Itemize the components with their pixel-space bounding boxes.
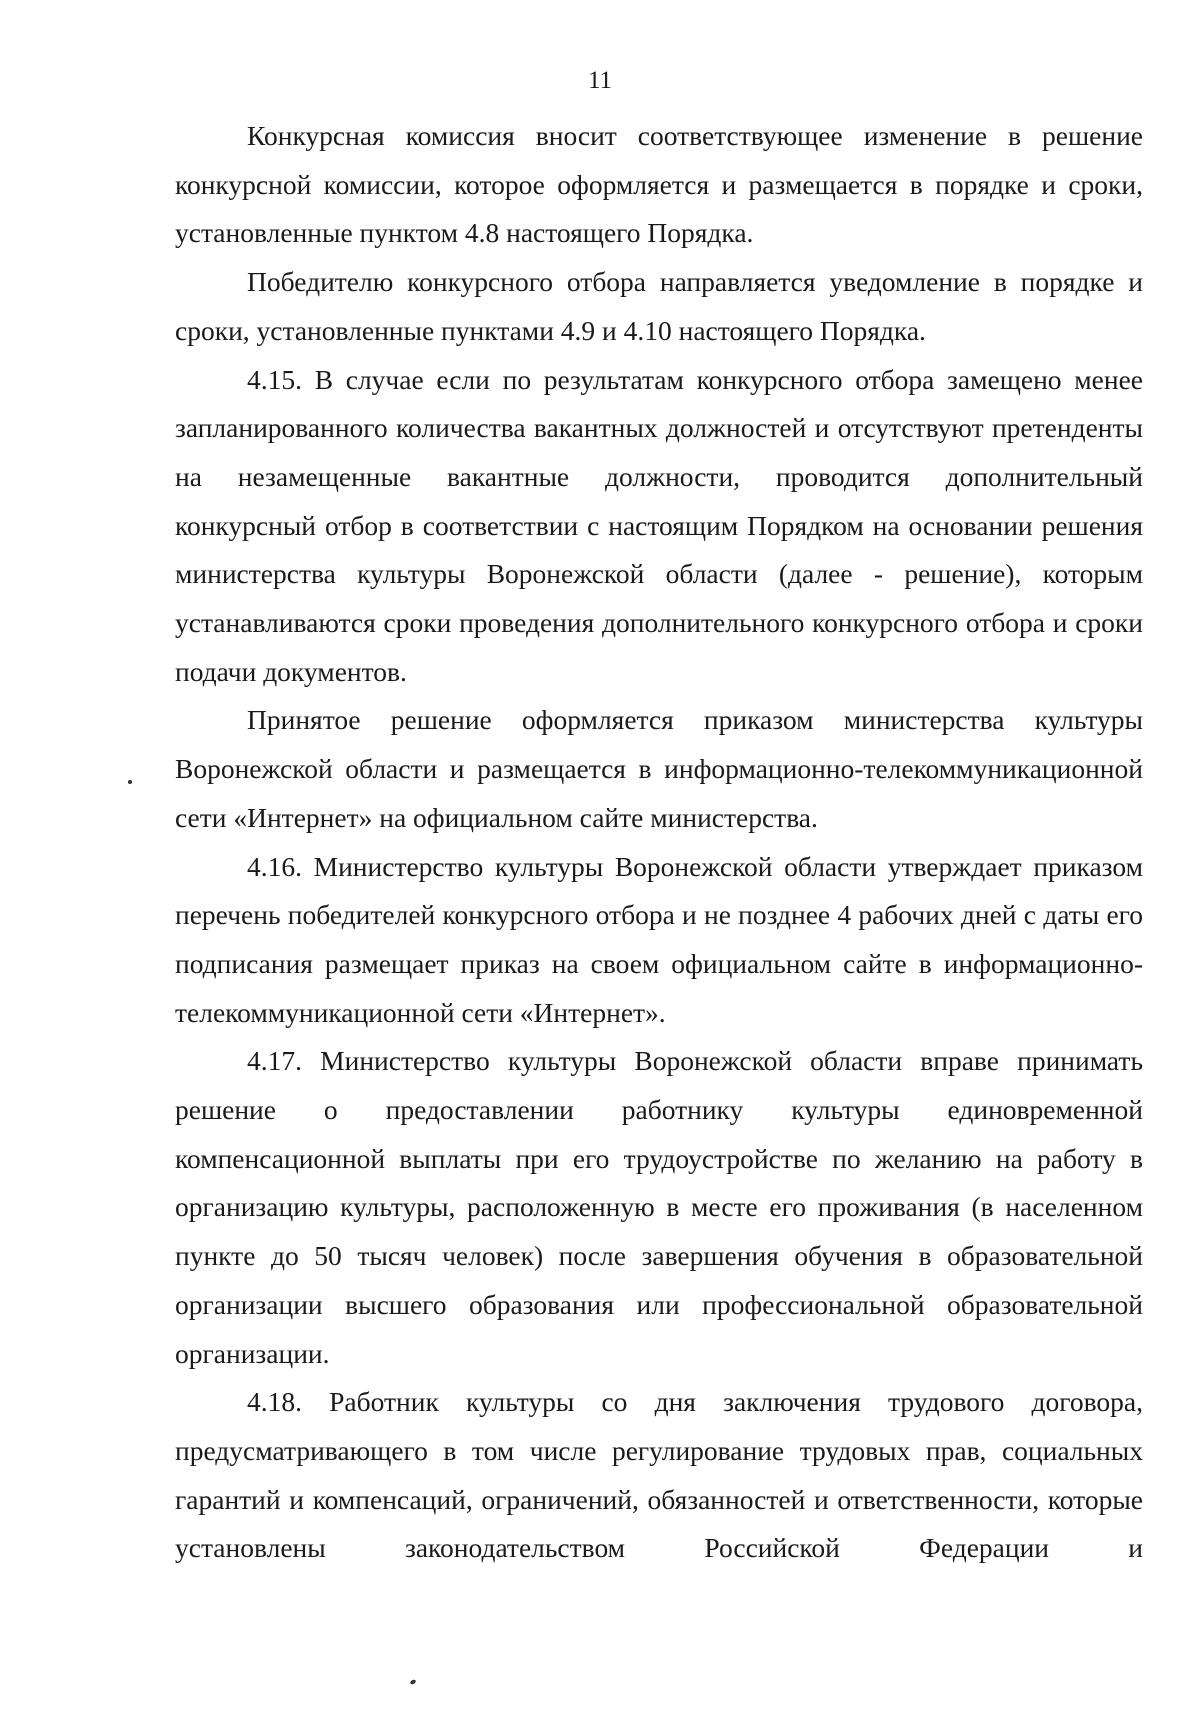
- paragraph-4-18: 4.18. Работник культуры со дня заключения трудового договора, предусматривающего в том числе регулирование трудовых прав, социальных гарантий и компенсаций, ограничений, обязанностей и ответственности, которые установлены законодательством Российской Федерации и: [175, 1386, 1143, 1564]
- paragraph-4-15: 4.15. В случае если по результатам конкурсного отбора замещено менее запланированного количества вакантных должностей и отсутствуют претенденты на незамещенные вакантные должности, проводится дополнительный конкурсный отбор в соответствии с настоящим Порядком на основании решения министерства культуры Воронежской области (далее - решение), которым устанавливаются сроки проведения дополнительного конкурсного отбора и сроки подачи документов.: [175, 363, 1143, 687]
- paragraph-decision-order: Принятое решение оформляется приказом министерства культуры Воронежской области и размещается в информационно-телекоммуникационной сети «Интернет» на официальном сайте министерства.: [175, 704, 1143, 833]
- paragraph-winner-notice: Победителю конкурсного отбора направляется уведомление в порядке и сроки, установленные пунктами 4.9 и 4.10 настоящего Порядка.: [175, 266, 1143, 346]
- paragraph-commission-change: Конкурсная комиссия вносит соответствующее изменение в решение конкурсной комиссии, которое оформляется и размещается в порядке и сроки, установленные пунктом 4.8 настоящего Порядка.: [175, 120, 1143, 249]
- paragraph-4-16: 4.16. Министерство культуры Воронежской области утверждает приказом перечень победителей конкурсного отбора и не позднее 4 рабочих дней с даты его подписания размещает приказ на своем официальном сайте в информационно-телекоммуникационной сети «Интернет».: [175, 850, 1143, 1028]
- page-number: 11: [587, 67, 613, 94]
- paragraph-4-17: 4.17. Министерство культуры Воронежской области вправе принимать решение о предоставлении работнику культуры единовременной компенсационной выплаты при его трудоустройстве по желанию на работу в организацию культуры, расположенную в месте его проживания (в населенном пункте до 50 тысяч человек) после завершения обучения в образовательной организации высшего образования или профессиональной образовательной организации.: [175, 1045, 1143, 1369]
- scan-speck: [128, 780, 132, 784]
- document-body: [175, 112, 1143, 1573]
- scan-speck: [409, 1679, 416, 1685]
